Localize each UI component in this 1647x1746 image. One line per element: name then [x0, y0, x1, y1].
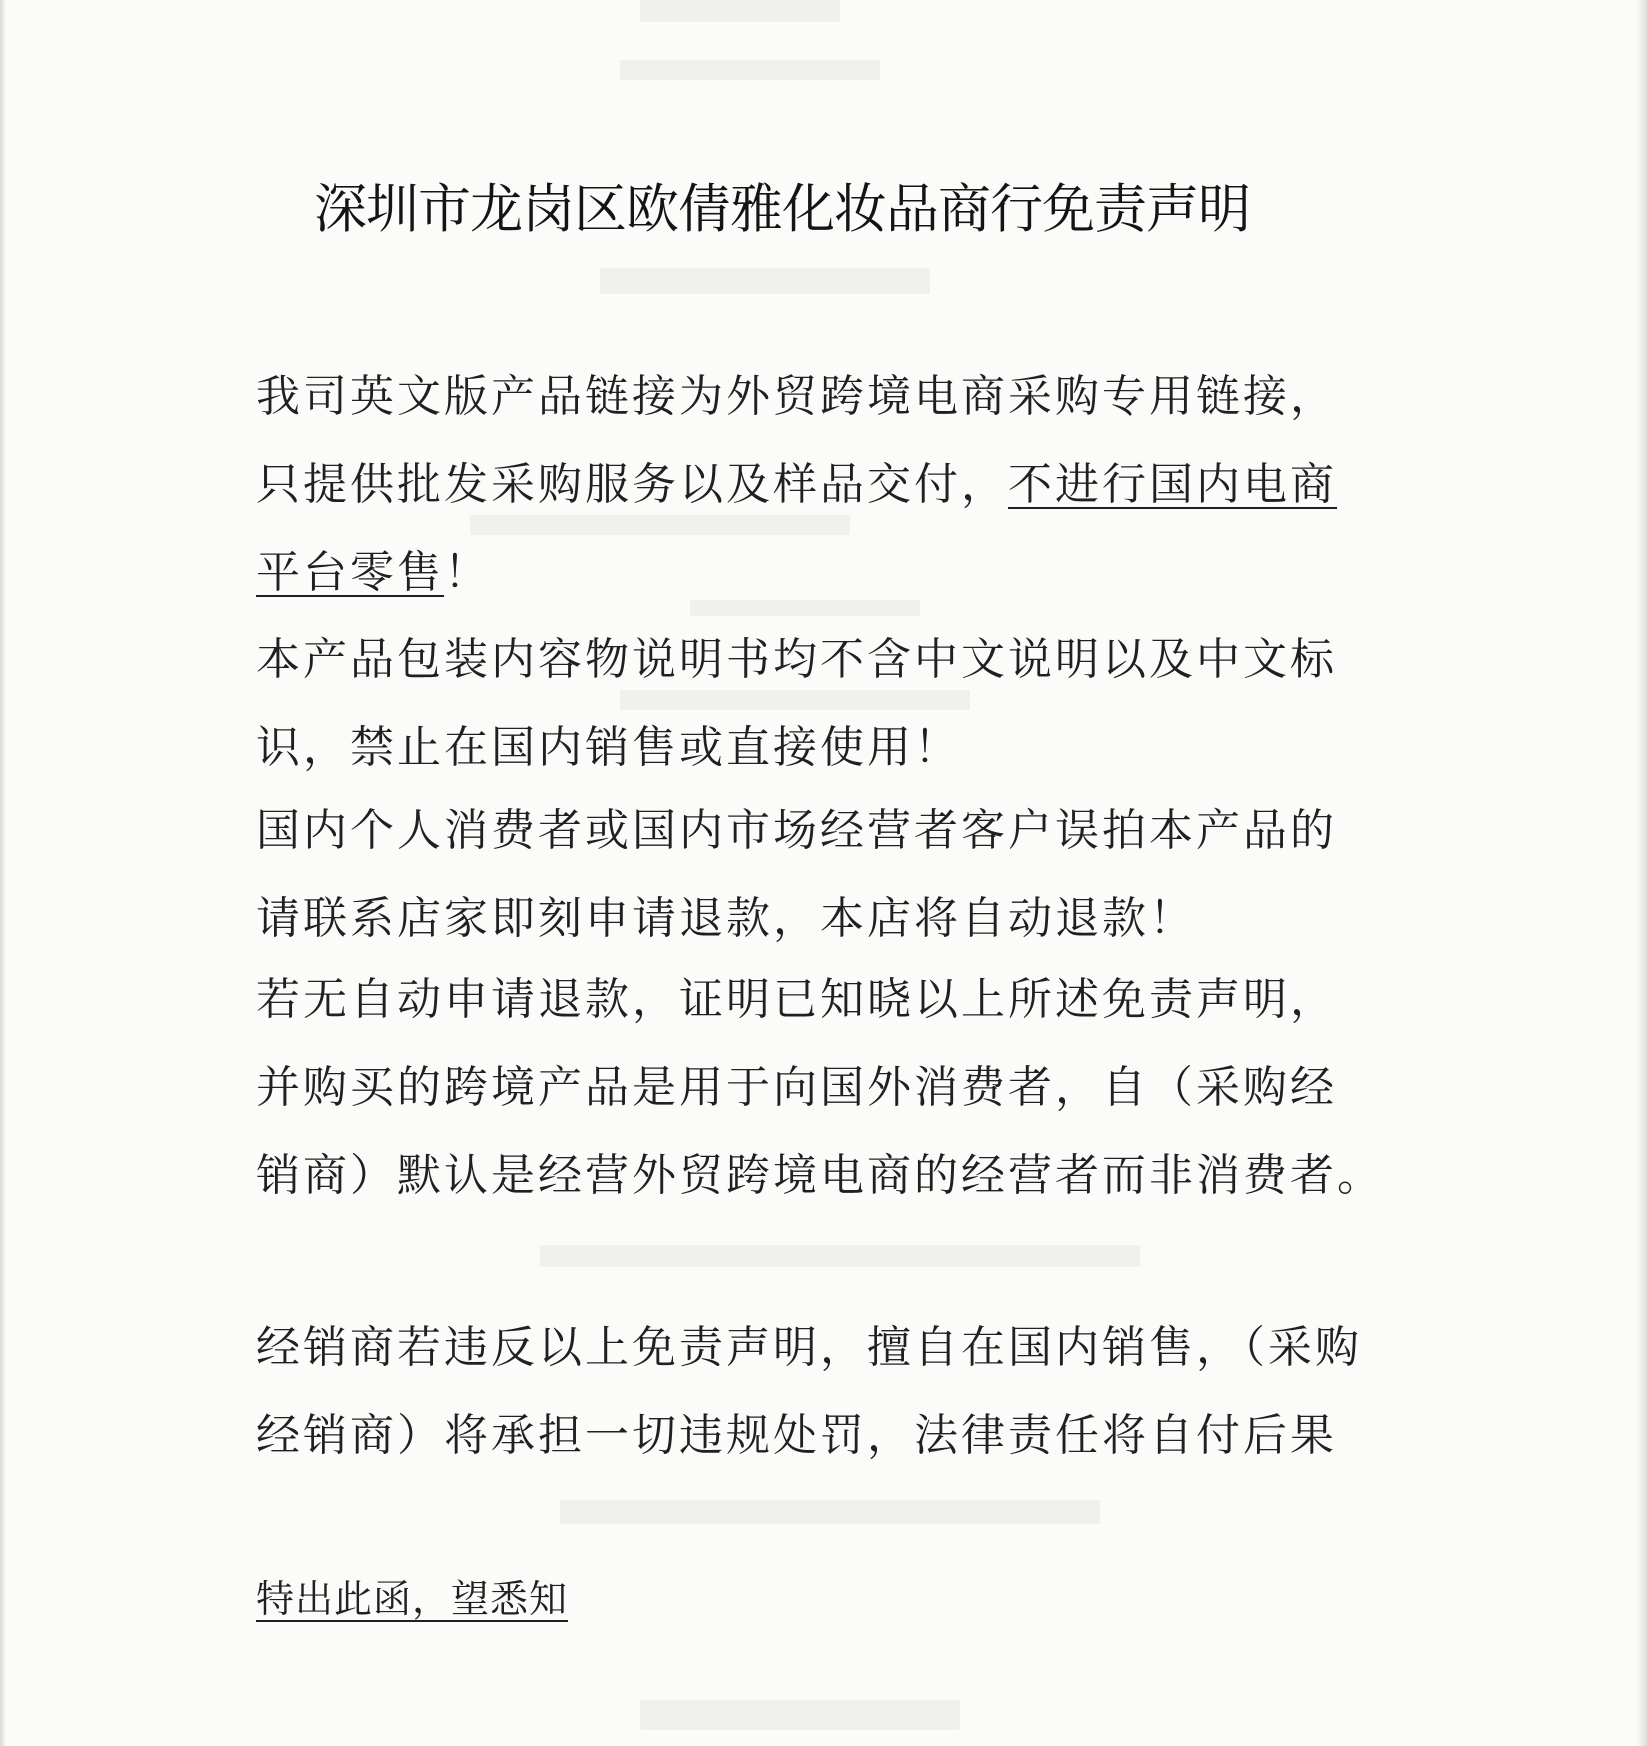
- page-right-edge: [1637, 0, 1647, 1746]
- text-line: [256, 441, 1416, 529]
- bleed-through-mark: [540, 1245, 1140, 1267]
- line-text: 只提供批发采购服务以及样品交付，: [256, 459, 1008, 510]
- paragraph-refund: [256, 787, 1416, 963]
- text-line: 国内个人消费者或国内市场经营者客户误拍本产品的: [256, 805, 1337, 856]
- text-line: 识，禁止在国内销售或直接使用！: [256, 722, 961, 773]
- paragraph-liability: [256, 1304, 1416, 1480]
- text-line: 经销商）将承担一切违规处罚，法律责任将自付后果: [256, 1410, 1337, 1461]
- bleed-through-mark: [620, 60, 880, 80]
- bleed-through-mark: [640, 0, 840, 22]
- document-title: 深圳市龙岗区欧倩雅化妆品商行免责声明: [314, 179, 1250, 240]
- text-line: 并购买的跨境产品是用于向国外消费者，自（采购经: [256, 1062, 1337, 1113]
- page-left-edge: [0, 0, 6, 1746]
- text-line: [256, 353, 1416, 441]
- text-line: [256, 529, 1416, 617]
- paragraph-wholesale-link: [256, 353, 1416, 617]
- text-line: 若无自动申请退款，证明已知晓以上所述免责声明，: [256, 974, 1337, 1025]
- text-line: 销商）默认是经营外贸跨境电商的经营者而非消费者。: [256, 1150, 1384, 1201]
- underlined-text: 平台零售: [256, 547, 444, 598]
- underlined-text: 不进行国内电商: [1008, 459, 1337, 510]
- text-line: 本产品包装内容物说明书均不含中文说明以及中文标: [256, 634, 1337, 685]
- bleed-through-mark: [600, 268, 930, 294]
- text-line: 经销商若违反以上免责声明，擅自在国内销售，（采购: [256, 1322, 1362, 1373]
- line-text: 我司英文版产品链接为外贸跨境电商采购专用链接，: [256, 371, 1337, 422]
- bleed-through-mark: [560, 1500, 1100, 1524]
- paragraph-no-chinese-label: [256, 616, 1416, 792]
- line-text: ！: [444, 547, 491, 598]
- text-line: 请联系店家即刻申请退款，本店将自动退款！: [256, 893, 1196, 944]
- paragraph-acknowledgement: [256, 956, 1416, 1220]
- bleed-through-mark: [640, 1700, 960, 1730]
- closing-statement: 特出此函，望悉知: [256, 1577, 569, 1621]
